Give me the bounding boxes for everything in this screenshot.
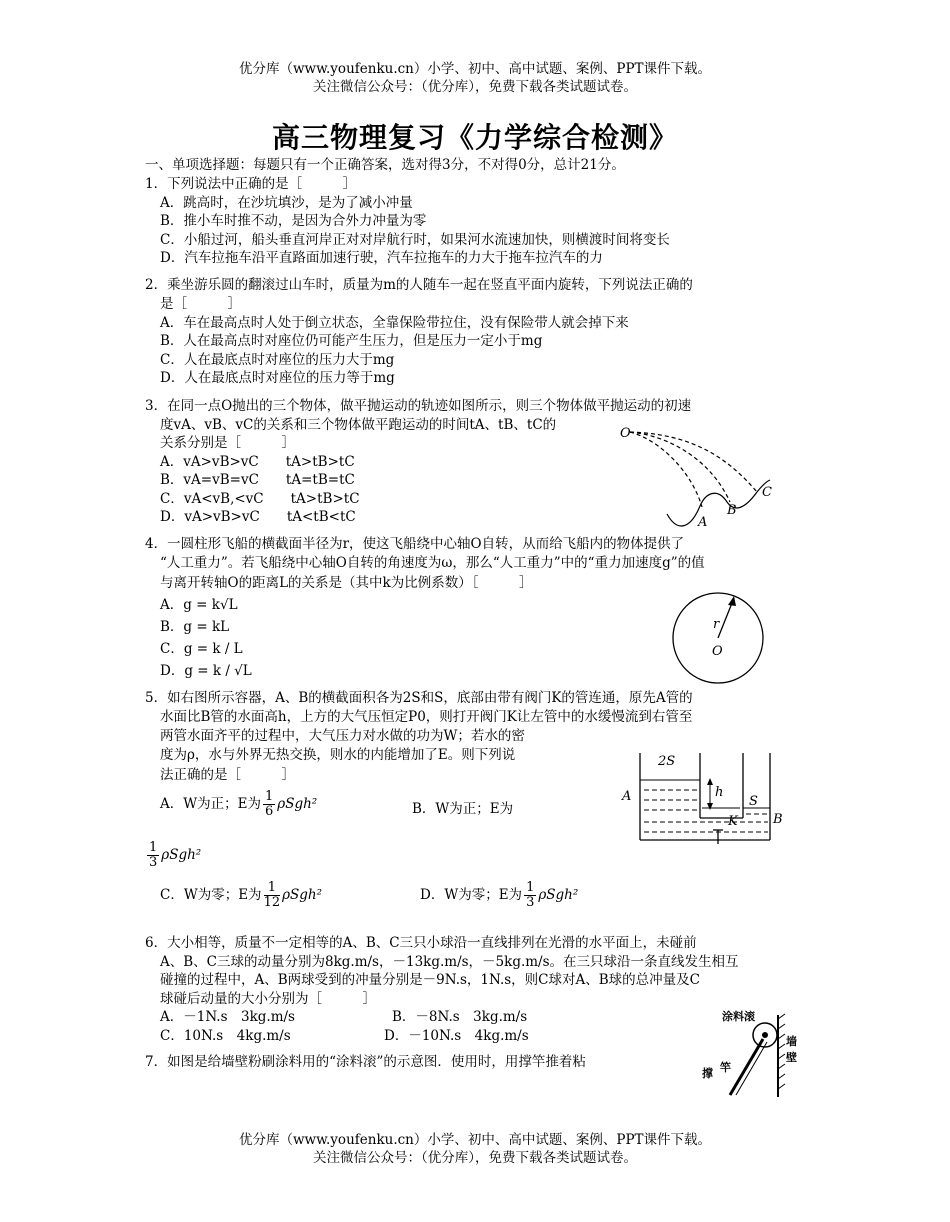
section-heading: 一、单项选择题：每题只有一个正确答案，选对得3分，不对得0分，总计21分。 xyxy=(145,157,625,173)
q4-stem-3: 与离开转轴O的距离L的关系是（其中k为比例系数）［ ］ xyxy=(160,575,533,591)
projectile-trajectory-figure xyxy=(612,422,782,534)
fig-label-k: K xyxy=(728,814,738,829)
q1-option-d: D．汽车拉拖车沿平直路面加速行驶，汽车拉拖车的力大于拖车拉汽车的力 xyxy=(160,250,603,266)
q3-stem-1: 3．在同一点O抛出的三个物体，做平抛运动的轨迹如图所示，则三个物体做平抛运动的初速 xyxy=(145,398,692,414)
q4-stem-2: “人工重力”。若飞船绕中心轴O自转的角速度为ω，那么“人工重力”中的“重力加速度g”的值 xyxy=(160,555,705,571)
header-line-1: 优分库（www.youfenku.cn）小学、初中、高中试题、案例、PPT课件下载。 xyxy=(238,61,712,77)
q3-option-b: B．vA=vB=vC tA=tB=tC xyxy=(160,472,355,488)
q5-option-b: B．W为正；E为 xyxy=(412,801,514,817)
spaceship-cross-section-figure xyxy=(670,590,770,686)
q4-option-d: D．g = k / √L xyxy=(160,663,252,679)
q6-stem-3: 碰撞的过程中，A、B两球受到的冲量分别是－9N.s，1N.s，则C球对A、B球的总冲量及C xyxy=(160,972,701,988)
q5-stem-5: 法正确的是［ ］ xyxy=(160,767,295,783)
q5-option-c: C．W为零；E为 $\frac{1}{12}$ ρSgh² xyxy=(160,880,323,910)
q1-option-c: C．小船过河，船头垂直河岸正对对岸航行时，如果河水流速加快，则横渡时间将变长 xyxy=(160,232,670,248)
fig-label-wall-2: 壁 xyxy=(786,1051,797,1064)
q4-stem-1: 4．一圆柱形飞船的横截面半径为r，使这飞船绕中心轴O自转，从而给飞船内的物体提供了 xyxy=(145,536,685,552)
fig-label-c: C xyxy=(762,485,772,500)
q4-option-b: B．g = kL xyxy=(160,619,230,635)
q5-option-b-value: $\frac{1}{3}$ ρSgh² xyxy=(149,840,202,870)
q1-option-b: B．推小车时推不动，是因为合外力冲量为零 xyxy=(160,213,427,229)
q6-stem-2: A、B、C三球的动量分别为8kg.m/s，－13kg.m/s，－5kg.m/s。在三只球沿一条直线发生相互 xyxy=(160,954,739,970)
q6-option-a: A．－1N.s 3kg.m/s xyxy=(160,1009,295,1025)
fig-label-b: B xyxy=(727,503,737,518)
q5-option-a: A．W为正；E为 $\frac{1}{6}$ ρSgh² xyxy=(160,789,318,819)
fig-label-wall-1: 墙 xyxy=(786,1035,797,1048)
q2-stem-2: 是［ ］ xyxy=(160,296,241,312)
q5-stem-3: 两管水面齐平的过程中，大气压力对水做的功为W；若水的密 xyxy=(160,728,525,744)
fig-label-b: B xyxy=(773,812,783,827)
q3-option-c: C．vA<vB,<vC tA>tB>tC xyxy=(160,491,360,507)
q2-option-c: C．人在最底点时对座位的压力大于mg xyxy=(160,352,395,368)
fig-label-pole-1: 撑 xyxy=(702,1067,713,1080)
q3-option-d: D．vA>vB>vC tA<tB<tC xyxy=(160,509,356,525)
q6-stem-4: 球碰后动量的大小分别为［ ］ xyxy=(160,991,376,1007)
footer-line-2: 关注微信公众号：（优分库），免费下载各类试题试卷。 xyxy=(313,1150,637,1166)
q1-stem: 1．下列说法中正确的是［ ］ xyxy=(145,176,357,192)
q4-option-a: A．g = k√L xyxy=(160,597,238,613)
q5-stem-4: 度为ρ，水与外界无热交换，则水的内能增加了E。则下列说 xyxy=(160,747,516,763)
q2-option-a: A．车在最高点时人处于倒立状态，全靠保险带拉住，没有保险带人就会掉下来 xyxy=(160,315,629,331)
q2-option-d: D．人在最底点时对座位的压力等于mg xyxy=(160,370,395,386)
page-title: 高三物理复习《力学综合检测》 xyxy=(271,121,678,154)
q1-option-a: A．跳高时，在沙坑填沙，是为了减小冲量 xyxy=(160,195,413,211)
fig-label-a: A xyxy=(622,789,632,804)
q6-option-c: C．10N.s 4kg.m/s xyxy=(160,1028,291,1044)
q4-option-c: C．g = k / L xyxy=(160,641,243,657)
fig-label-o: O xyxy=(620,426,631,441)
q6-stem-1: 6．大小相等，质量不一定相等的A、B、C三只小球沿一直线排列在光滑的水平面上，未碰前 xyxy=(145,935,697,951)
q3-option-a: A．vA>vB>vC tA>tB>tC xyxy=(160,454,355,470)
fig-label-pole-2: 竿 xyxy=(720,1061,731,1074)
q2-option-b: B．人在最高点时对座位仍可能产生压力，但是压力一定小于mg xyxy=(160,333,543,349)
header-line-2: 关注微信公众号：（优分库），免费下载各类试题试卷。 xyxy=(313,79,637,95)
q5-option-d: D．W为零；E为 $\frac{1}{3}$ ρSgh² xyxy=(420,880,579,910)
q6-option-d: D．－10N.s 4kg.m/s xyxy=(384,1028,529,1044)
q5-stem-2: 水面比B管的水面高h，上方的大气压恒定P0，则打开阀门K让左管中的水缓慢流到右管至 xyxy=(160,709,693,725)
q7-stem-1: 7．如图是给墙壁粉刷涂料用的“涂料滚”的示意图．使用时，用撑竿推着粘 xyxy=(145,1054,586,1070)
footer-line-1: 优分库（www.youfenku.cn）小学、初中、高中试题、案例、PPT课件下载。 xyxy=(238,1132,712,1148)
fig-label-h: h xyxy=(715,785,724,800)
fig-label-2s: 2S xyxy=(658,754,676,769)
fig-label-a: A xyxy=(698,515,708,530)
q6-option-b: B．－8N.s 3kg.m/s xyxy=(392,1009,528,1025)
q2-stem-1: 2．乘坐游乐圆的翻滚过山车时，质量为m的人随车一起在竖直平面内旋转，下列说法正确的 xyxy=(145,277,693,293)
fig-label-o: O xyxy=(712,644,723,659)
q3-stem-2: 度vA、vB、vC的关系和三个物体做平跑运动的时间tA、tB、tC的 xyxy=(160,417,557,433)
paint-roller-figure xyxy=(700,1005,800,1100)
fig-label-r: r xyxy=(713,617,720,632)
q5-stem-1: 5．如右图所示容器，A、B的横截面积各为2S和S，底部由带有阀门K的管连通，原先A管的 xyxy=(145,690,693,706)
fig-label-s: S xyxy=(749,794,758,809)
q3-stem-3: 关系分别是［ ］ xyxy=(160,435,295,451)
container-figure xyxy=(618,748,788,848)
fig-label-roller: 涂料滚 xyxy=(722,1010,755,1023)
